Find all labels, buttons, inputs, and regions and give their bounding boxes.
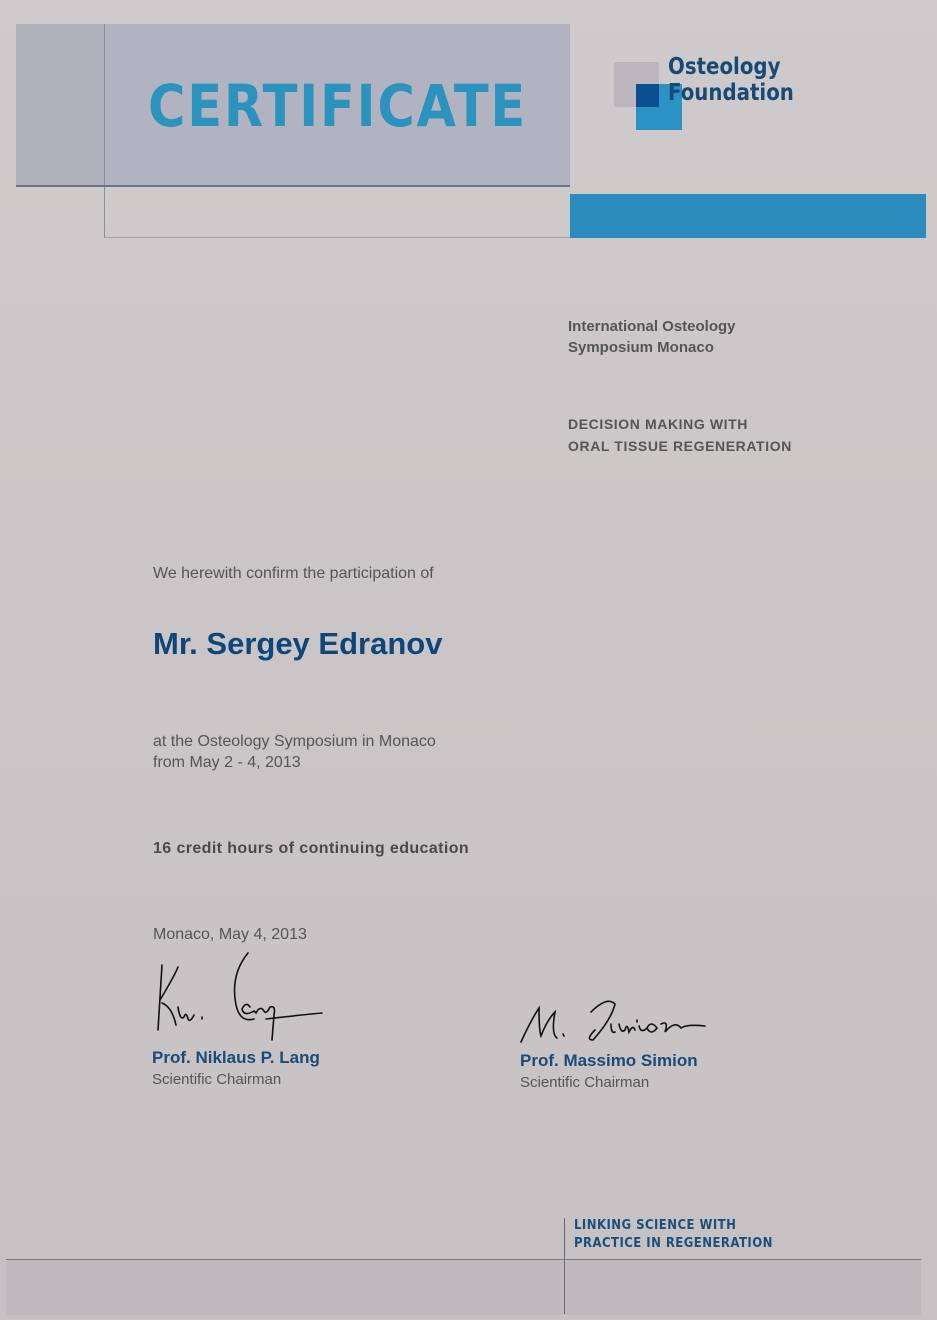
event-name	[568, 316, 736, 358]
event-name-line1: International Osteology	[568, 318, 736, 335]
event-location-line1: at the Osteology Symposium in Monaco	[153, 733, 436, 750]
certificate-title: CERTIFICATE	[148, 72, 528, 140]
participant-name: Mr. Sergey Edranov	[153, 626, 443, 661]
credit-hours: 16 credit hours of continuing education	[153, 840, 470, 857]
footer-tagline	[574, 1217, 773, 1253]
header-blue-bar	[570, 194, 926, 238]
footer-horizontal-rule	[6, 1259, 921, 1260]
signatory-2-name: Prof. Massimo Simion	[520, 1051, 698, 1070]
footer-band	[6, 1260, 921, 1315]
event-location	[153, 731, 436, 773]
signatory-1-name: Prof. Niklaus P. Lang	[152, 1048, 320, 1067]
place-date: Monaco, May 4, 2013	[153, 926, 307, 943]
confirmation-text: We herewith confirm the participation of	[153, 565, 434, 582]
event-topic-line1: DECISION MAKING WITH	[568, 416, 748, 432]
signature-simion-icon	[515, 990, 725, 1050]
footer-tagline-line1: LINKING SCIENCE WITH	[574, 1218, 737, 1233]
organization-name: Osteology Foundation	[668, 54, 794, 106]
signatory-1-role: Scientific Chairman	[152, 1071, 282, 1088]
signatory-2-role: Scientific Chairman	[520, 1074, 650, 1091]
footer-vertical-rule	[564, 1218, 565, 1314]
event-topic-line2: ORAL TISSUE REGENERATION	[568, 438, 792, 454]
event-name-line2: Symposium Monaco	[568, 339, 714, 356]
header-band-left-edge	[16, 24, 105, 186]
header-horizontal-rule	[16, 185, 570, 187]
header-box-bottom-rule	[104, 237, 570, 238]
event-topic	[568, 413, 792, 457]
signature-lang-icon	[150, 945, 330, 1045]
event-location-line2: from May 2 - 4, 2013	[153, 754, 301, 771]
footer-tagline-line2: PRACTICE IN REGENERATION	[574, 1236, 773, 1251]
header-vertical-rule	[104, 24, 105, 238]
logo-overlap-square-icon	[636, 84, 659, 107]
